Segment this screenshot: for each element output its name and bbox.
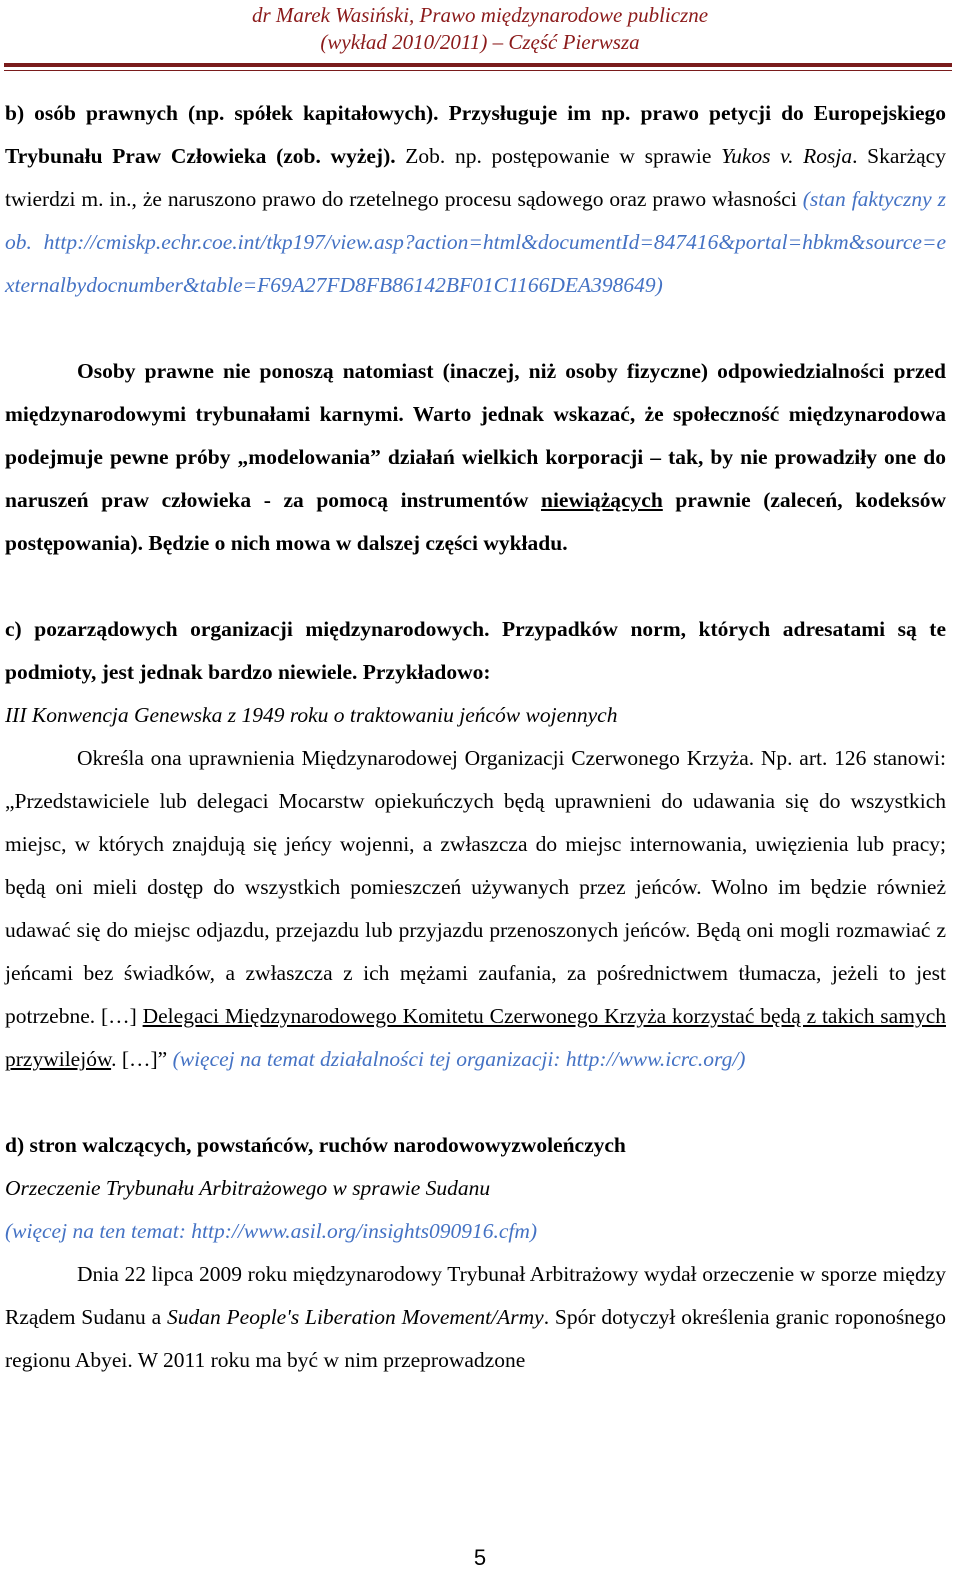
legal-persons-paragraph (5, 350, 946, 565)
legal-persons-text: Osoby prawne nie ponoszą natomiast (inaczej, niż osoby fizyczne) odpowiedzialności przed międzynarodowymi trybunałami karnymi. Warto jednak wskazać, że społeczność międzynarodowa podejmuje pewne próby „modelowania” działań wielkich korporacji – tak, by nie prowadziły one do naruszeń praw człowieka - za pomocą instrumentów (5, 359, 946, 512)
icrc-delegates-text: Delegaci Międzynarodowego Komitetu Czerwonego Krzyża korzystać będą z takich samych przywilejów (5, 1004, 946, 1071)
spacer (5, 1081, 946, 1124)
page-number: 5 (473, 1545, 487, 1570)
section-c-heading (5, 608, 946, 694)
ruling-title: Orzeczenie Trybunału Arbitrażowego w sprawie Sudanu (5, 1176, 491, 1200)
section-c-heading-tail: Przykładowo: (357, 660, 491, 684)
section-c-text-end: . […]” (111, 1047, 173, 1071)
spacer (5, 565, 946, 608)
convention-title: III Konwencja Genewska z 1949 roku o traktowaniu jeńców wojennych (5, 703, 618, 727)
section-d-text: Dnia 22 lipca 2009 roku międzynarodowy Trybunał Arbitrażowy wydał orzeczenie w sporze między Rządem Sudanu a (5, 1262, 946, 1329)
splm-name: Sudan People's Liberation Movement/Army (166, 1305, 544, 1329)
header-title: dr Marek Wasiński, Prawo międzynarodowe publiczne (251, 3, 709, 27)
non-binding-word: niewiążących (540, 488, 663, 512)
header-rule (4, 63, 952, 67)
section-d-text-end: . Spór dotyczył określenia granic roponośnego regionu Abyei. W 2011 roku ma być w nim przeprowadzone (5, 1305, 946, 1372)
section-d-heading: d) stron walczących, powstańców, ruchów narodowowyzwoleńczych (5, 1133, 626, 1157)
section-b-see: Zob. np. postępowanie w sprawie (395, 144, 722, 168)
header-rule-thin (4, 70, 952, 71)
asil-link[interactable]: (więcej na ten temat: http://www.asil.org/insights090916.cfm) (5, 1219, 538, 1243)
echr-link[interactable]: (stan faktyczny zob. http://cmiskp.echr.coe.int/tkp197/view.asp?action=html&documentId=847416&portal=hbkm&source=externalbydocnumber&table=F69A27FD8FB86142BF01C1166DEA398649) (5, 187, 946, 297)
document-body (5, 92, 946, 1382)
section-b-text: . Skarżący twierdzi m. in., że naruszono prawo do rzetelnego procesu sądowego oraz prawo własności (5, 144, 946, 211)
section-d-body (5, 1253, 946, 1382)
section-c-heading-text: c) pozarządowych organizacji międzynarodowych. Przypadków norm, których adresatami są te podmioty, jest jednak bardzo niewiele. (5, 617, 946, 684)
legal-persons-text-end: prawnie (zaleceń, kodeksów postępowania). Będzie o nich mowa w dalszej części wykładu. (5, 488, 946, 555)
page-header (0, 0, 960, 62)
header-subtitle: (wykład 2010/2011) – Część Pierwsza (320, 30, 640, 54)
section-b-paragraph (5, 92, 946, 307)
section-c-body (5, 737, 946, 1081)
spacer (5, 307, 946, 350)
case-name: Yukos v. Rosja (721, 144, 853, 168)
icrc-link[interactable]: (więcej na temat działalności tej organizacji: http://www.icrc.org/) (172, 1047, 746, 1071)
section-b-heading: b) osób prawnych (np. spółek kapitałowych). Przysługuje im np. prawo petycji do Europejskiego Trybunału Praw Człowieka (zob. wyżej). (5, 101, 946, 168)
section-c-text: Określa ona uprawnienia Międzynarodowej Organizacji Czerwonego Krzyża. Np. art. 126 stanowi: „Przedstawiciele lub delegaci Mocarstw opiekuńczych będą uprawnieni do udawania się do wszystkich miejsc, w których znajdują się jeńcy wojenni, a zwłaszcza do miejsc internowania, uwięzienia lub pracy; będą oni mieli dostęp do wszystkich pomieszczeń używanych przez jeńców. Wolno im będzie również udawać się do miejsc odjazdu, przejazdu lub przyjazdu przenoszonych jeńców. Będą oni mogli rozmawiać z jeńcami bez świadków, a zwłaszcza z ich mężami zaufania, za pośrednictwem tłumacza, jeżeli to jest potrzebne. […] (5, 746, 946, 1028)
